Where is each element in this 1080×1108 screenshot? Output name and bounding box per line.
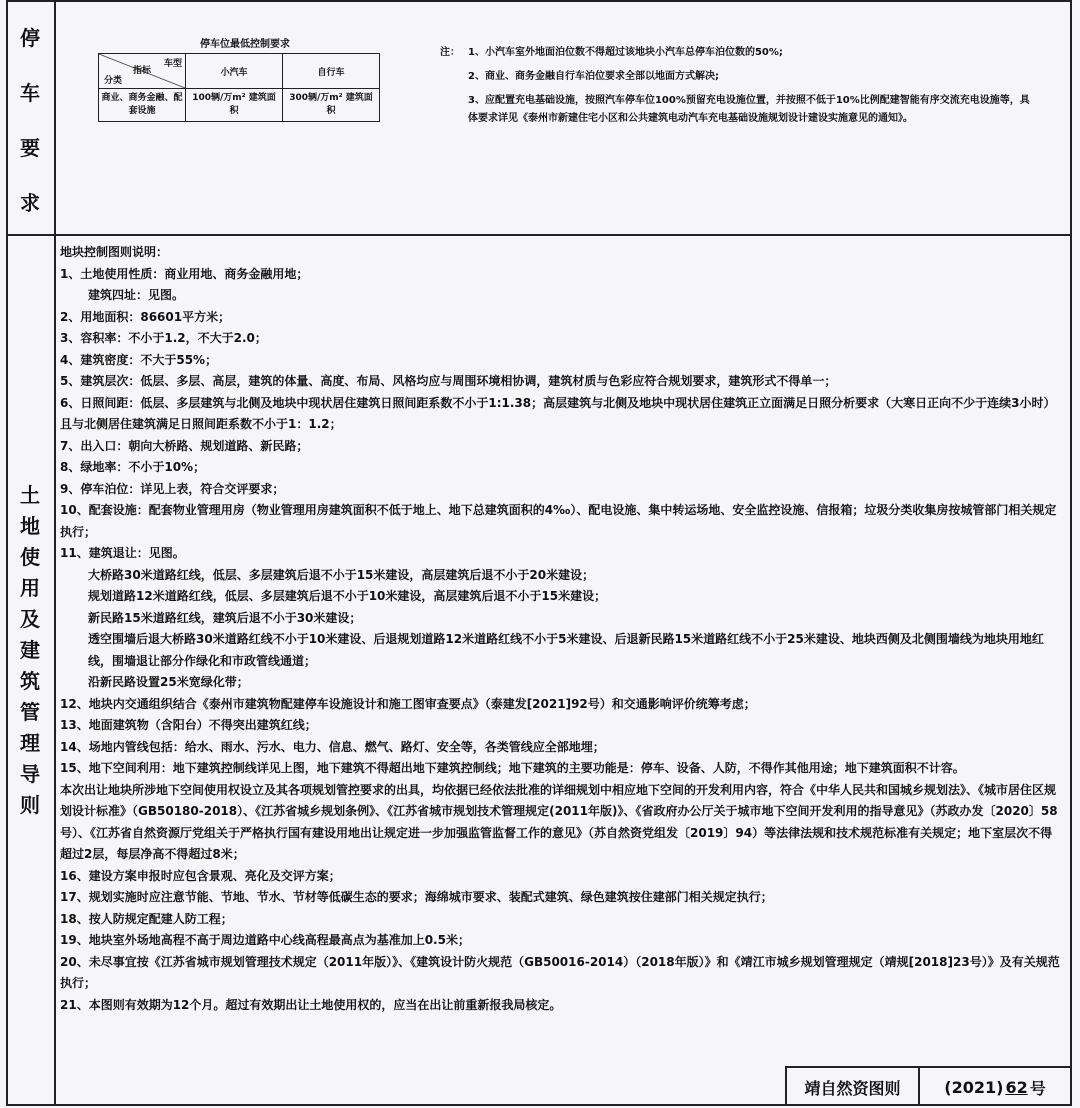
col-bike-header: 自行车 (283, 54, 380, 89)
row-category-prefix: 商 (101, 93, 111, 103)
rule-line: 14、场地内管线包括：给水、雨水、污水、电力、信息、燃气、路灯、安全等，各类管线应全部地埋； (60, 739, 605, 754)
rule-line: 沿新民路设置25米宽绿化带； (88, 675, 249, 689)
rule-line: 9、停车泊位：详见上表，符合交评要求； (60, 481, 285, 496)
parking-note: 2、商业、商务金融自行车泊位要求全部以地面方式解决; (468, 71, 719, 82)
row-category-cell (99, 89, 186, 122)
issuer-box (785, 1066, 920, 1106)
parking-table (98, 53, 380, 122)
rule-line: 1、土地使用性质：商业用地、商务金融用地； (60, 266, 309, 281)
diagonal-header (99, 54, 185, 88)
rule-line: 5、建筑层次：低层、多层、高层，建筑的体量、高度、布局、风格均应与周围环境相协调，建筑材质与色彩应符合规划要求，建筑形式不得单一； (60, 374, 837, 388)
header-indicator: 指标 (133, 66, 152, 76)
notes-lead: 注： (440, 47, 460, 58)
bike-requirement: 300辆/万m² 建筑面积 (283, 89, 380, 122)
rule-line: 18、按人防规定配建人防工程； (60, 911, 233, 926)
rule-line: 本次出让地块所涉地下空间使用权设立及其各项规划管控要求的出具，均依据已经依法批准的详细规划中相应地下空间的开发利用内容，符合《中华人民共和国城乡规划法》、《城市居住区规划设计标准》（GB50180-2018）、《江苏省城乡规划条例》、《江苏省城市规划技术管理规定(2011年版)》、《省政府办公厅关于城市地下空间开发利用的指导意见》（苏政办发〔2020〕58号）、《江苏省自然资源厅党组关于严格执行国有建设用地出让规定进一步加强监管监督工作的意见》（苏自然资党组发〔2019〕94）等法律法规和技术规范标准有关规定；地下室层次不得超过2层，每层净高不得超过8米； (60, 782, 1058, 861)
parking-label-char: 停 (20, 25, 40, 50)
parking-label-char: 求 (20, 190, 40, 215)
doc-suffix: 号 (1029, 1078, 1046, 1098)
doc-year: (2021) (944, 1077, 1004, 1097)
rule-line: 透空围墙后退大桥路30米道路红线不小于10米建设、后退规划道路12米道路红线不小于5米建设、后退新民路15米道路红线不小于25米建设、地块西侧及北侧围墙线为地块用地红线，围墙退让部分作绿化和市政管线通道； (88, 632, 1044, 668)
col-car-header: 小汽车 (186, 54, 283, 89)
rule-line: 15、地下空间利用：地下建筑控制线详见上图，地下建筑不得超出地下建筑控制线；地下建筑的主要功能是：停车、设备、人防，不得作其他用途；地下建筑面积不计容。 (60, 761, 965, 775)
rules-section-label (6, 480, 54, 820)
label-column-divider (54, 0, 56, 1106)
rule-line: 建筑四址：见图。 (88, 288, 185, 302)
rule-line: 10、配套设施：配套物业管理用房（物业管理用房建筑面积不低于地上、地下总建筑面积的4‰）、配电设施、集中转运场地、安全监控设施、信报箱；垃圾分类收集房按城管部门相关规定执行； (60, 503, 1057, 539)
header-category: 分类 (104, 76, 123, 86)
rule-line: 8、绿地率：不小于10%； (60, 460, 206, 474)
rules-label-char: 地 (20, 514, 40, 539)
rules-label-char: 筑 (20, 668, 40, 693)
rules-label-char: 理 (20, 730, 40, 755)
rule-line: 规划道路12米道路红线，低层、多层建筑后退不小于10米建设，高层建筑后退不小于15米建设； (88, 589, 607, 603)
parking-label-char: 车 (20, 80, 40, 105)
rules-label-char: 及 (20, 607, 40, 632)
parking-label-char: 要 (20, 135, 40, 160)
rule-line: 3、容积率：不小于1.2，不大于2.0； (60, 331, 267, 345)
rule-line: 13、地面建筑物（含阳台）不得突出建筑红线； (60, 718, 317, 732)
rule-line: 4、建筑密度：不大于55%； (60, 352, 218, 367)
parking-table-title: 停车位最低控制要求 (200, 39, 290, 50)
rule-line: 11、建筑退让：见图。 (60, 546, 185, 560)
issuer-name: 靖自然资图则 (804, 1078, 901, 1098)
rules-label-char: 则 (20, 792, 40, 817)
parking-note: 3、应配置充电基础设施，按照汽车停车位100%预留充电设施位置，并按照不低于10%比例配建智能有序交流充电设施等，具体要求详见《泰州市新建住宅小区和公共建筑电动汽车充电基础设施规划设计建设实施意见的通知》。 (468, 95, 1030, 124)
rules-label-char: 建 (20, 637, 40, 662)
rules-heading: 地块控制图则说明： (60, 245, 169, 259)
rule-line: 大桥路30米道路红线，低层、多层建筑后退不小于15米建设，高层建筑后退不小于20米建设； (88, 567, 595, 582)
rule-line: 21、本图则有效期为12个月。超过有效期出让土地使用权的，应当在出让前重新报我局核定。 (60, 997, 562, 1012)
rule-line: 12、地块内交通组织结合《泰州市建筑物配建停车设施设计和施工图审查要点》（泰建发[2021]92号）和交通影响评价统筹考虑； (60, 696, 756, 711)
rule-line: 16、建设方案申报时应包含景观、亮化及交评方案； (60, 868, 341, 883)
rule-line: 新民路15米道路红线，建筑后退不小于30米建设； (88, 610, 362, 625)
doc-number-box (920, 1066, 1072, 1106)
rules-label-char: 用 (20, 576, 40, 601)
car-requirement: 100辆/万m² 建筑面积 (186, 89, 283, 122)
doc-number: 62 (1005, 1077, 1028, 1097)
rule-line: 20、未尽事宜按《江苏省城市规划管理技术规定（2011年版）》、《建筑设计防火规范（GB50016-2014）（2018年版）》和《靖江市城乡规划管理规定（靖规[2018]23号）》及有关规范执行； (60, 954, 1060, 990)
header-vehicle-type: 车型 (163, 59, 182, 69)
row-category-label: 业、商务金融、配套设施 (110, 93, 183, 116)
parking-note: 1、小汽车室外地面泊位数不得超过该地块小汽车总停车泊位数的50%; (468, 47, 783, 58)
document-number-stamp (785, 1066, 1072, 1106)
rules-label-char: 土 (20, 483, 40, 508)
rules-label-char: 导 (20, 761, 40, 786)
rules-label-char: 管 (20, 699, 40, 724)
rule-line: 7、出入口：朝向大桥路、规划道路、新民路； (60, 438, 309, 453)
parking-table-header-cell (99, 54, 186, 89)
section-divider (6, 234, 1072, 236)
rule-line: 17、规划实施时应注意节能、节地、节水、节材等低碳生态的要求；海绵城市要求、装配式建筑、绿色建筑按住建部门相关规定执行； (60, 890, 773, 904)
rule-line: 6、日照间距：低层、多层建筑与北侧及地块中现状居住建筑日照间距系数不小于1:1.38；高层建筑与北侧及地块中现状居住建筑正立面满足日照分析要求（大寒日正向不少于连续3小时）且与北侧居住建筑满足日照间距系数不小于1：1.2； (60, 395, 1056, 431)
rules-label-char: 使 (20, 545, 40, 570)
parking-section-label (6, 10, 54, 230)
rule-line: 19、地块室外场地高程不高于周边道路中心线高程最高点为基准加上0.5米； (60, 933, 470, 947)
rules-text (60, 242, 1060, 1016)
rule-line: 2、用地面积：86601平方米； (60, 309, 231, 324)
